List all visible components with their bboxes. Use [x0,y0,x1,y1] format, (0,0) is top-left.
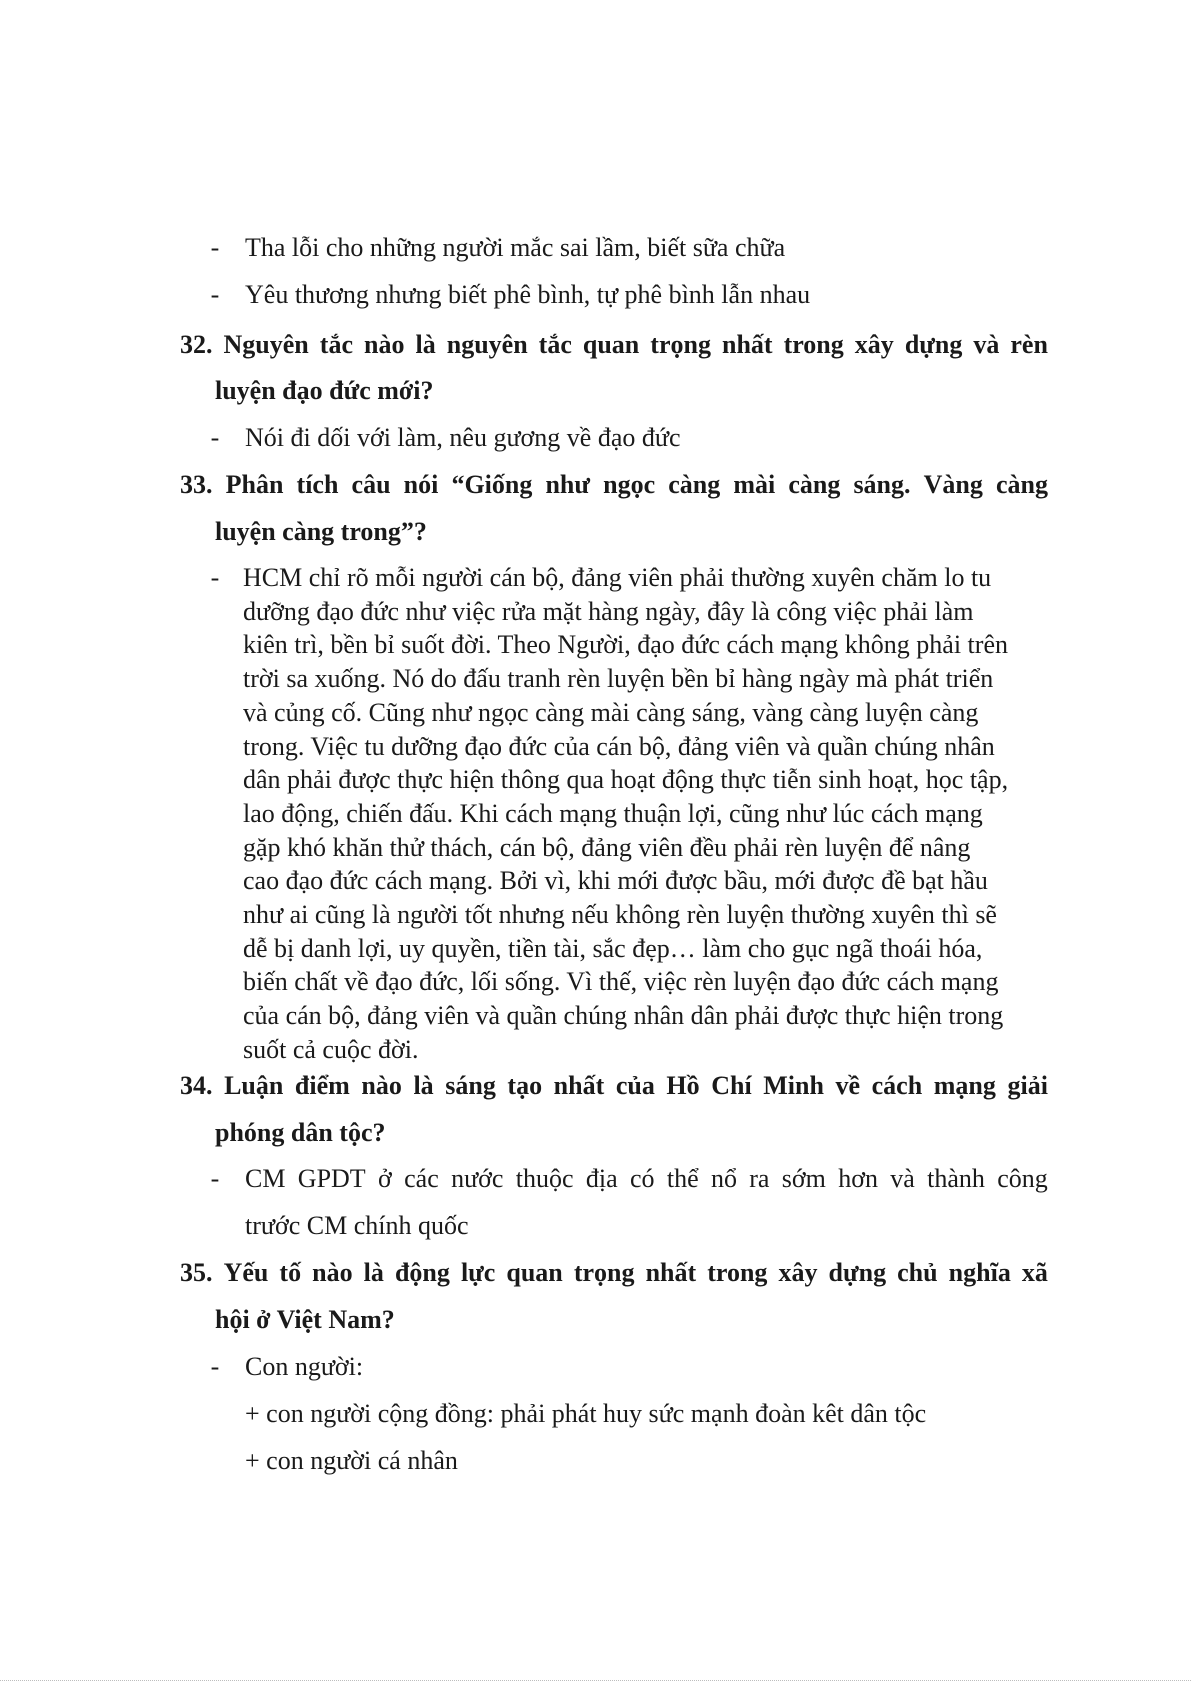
word: ra [749,1164,770,1193]
answer-line: dân phải được thực hiện thông qua hoạt động thực tiễn sinh hoạt, học tập, [243,765,1009,795]
answer-line: trời sa xuống. Nó do đấu tranh rèn luyện bền bỉ hàng ngày mà phát triển [243,664,994,694]
word: Chí [711,1071,752,1100]
question-35-heading-cont: hội ở Việt Nam? [215,1305,395,1334]
word: nào [364,330,405,359]
answer-line: biến chất về đạo đức, lối sống. Vì thế, việc rèn luyện đạo đức cách mạng [243,967,999,997]
word: nguyên [446,330,528,359]
word: xã [1021,1258,1048,1287]
word: giải [1007,1071,1048,1100]
question-34-answer [245,1164,1048,1194]
word: điểm [294,1071,350,1100]
word: tắc [538,330,572,359]
word: càng [995,470,1048,499]
word: mạng [933,1071,996,1100]
question-32-heading-cont: luyện đạo đức mới? [215,376,434,405]
word: động [394,1258,450,1287]
question-33-heading-cont: luyện càng trong”? [215,517,427,546]
pre-item-2: Yêu thương nhưng biết phê bình, tự phê bình lẫn nhau [245,280,811,309]
question-32-heading [180,330,1048,360]
word: Vàng [923,470,983,499]
word: xây [854,330,894,359]
question-33-heading [180,470,1048,500]
pre-item-1: Tha lỗi cho những người mắc sai lầm, biết sữa chữa [245,233,786,262]
word: cách [871,1071,923,1100]
answer-line: lao động, chiến đấu. Khi cách mạng thuận lợi, cũng như lúc cách mạng [243,798,983,828]
word: rèn [1010,330,1048,359]
bullet-dash: - [210,1164,220,1193]
question-35-answer: Con người: [245,1352,364,1381]
bullet-dash: - [210,563,220,592]
question-35-sub-item-1: + con người cộng đồng: phải phát huy sức mạnh đoàn kêt dân tộc [245,1399,927,1428]
word: câu [351,470,391,499]
word: tố [279,1258,302,1287]
word: sáng. [853,470,911,499]
answer-line: dưỡng đạo đức như việc rửa mặt hàng ngày, đây là công việc phải làm [243,596,974,626]
word: “Giống [451,470,533,499]
word: nổ [710,1164,737,1193]
word: thuộc [515,1164,574,1193]
word: GPDT [297,1164,366,1193]
bullet-dash: - [210,233,220,262]
answer-line: và củng cố. Cũng như ngọc càng mài càng sáng, vàng càng luyện càng [243,697,979,727]
word: thể [666,1164,699,1193]
word: tắc [319,330,353,359]
word: trọng [650,330,711,359]
page-bottom-divider [0,1680,1191,1682]
question-35-heading [180,1258,1048,1288]
word: càng [788,470,841,499]
word: dựng [904,330,963,359]
word: và [973,330,1000,359]
answer-line: gặp khó khăn thử thách, cán bộ, đảng viên đều phải rèn luyện để nâng [243,832,971,862]
word: nhất [553,1071,605,1100]
word: nhất [721,330,773,359]
bullet-dash: - [210,1352,220,1381]
word: xây [778,1258,818,1287]
word: nước [451,1164,504,1193]
word: của [615,1071,655,1100]
word: nào [312,1258,353,1287]
word: các [404,1164,439,1193]
word: thành [927,1164,985,1193]
bullet-dash: - [210,423,220,452]
word: ngọc [603,470,656,499]
answer-line: của cán bộ, đảng viên và quần chúng nhân dân phải được thực hiện trong [243,1001,1004,1031]
word: CM [245,1164,286,1193]
word: trong [783,330,844,359]
word: nghĩa [948,1258,1011,1287]
word: về [835,1071,861,1100]
word: Phân [225,470,284,499]
answer-line: như ai cũng là người tốt nhưng nếu không rèn luyện thường xuyên thì sẽ [243,900,997,930]
answer-line: suốt cả cuộc đời. [243,1034,419,1064]
answer-line: cao đạo đức cách mạng. Bởi vì, khi mới được bầu, mới được đề bạt hầu [243,866,988,896]
word: là [413,1071,434,1100]
word: tạo [507,1071,543,1100]
word: dựng [828,1258,887,1287]
answer-line: dễ bị danh lợi, uy quyền, tiền tài, sắc đẹp… làm cho gục ngã thoái hóa, [243,933,983,963]
answer-line: trong. Việc tu dưỡng đạo đức của cán bộ, đảng viên và quần chúng nhân [243,731,995,761]
question-34-answer-cont: trước CM chính quốc [245,1211,469,1240]
word: sớm [781,1164,826,1193]
word: như [545,470,590,499]
word: địa [585,1164,618,1193]
word: lực [460,1258,496,1287]
word: trọng [573,1258,635,1287]
word: Nguyên [223,330,309,359]
question-33-answer [243,561,1053,1067]
word: Hồ [666,1071,700,1100]
word: và [890,1164,915,1193]
word: nói [403,470,439,499]
word: trong [707,1258,768,1287]
question-32-answer: Nói đi dối với làm, nêu gương về đạo đức [245,423,681,452]
word: nào [361,1071,402,1100]
word: 35. [180,1258,213,1287]
word: có [629,1164,655,1193]
answer-line: kiên trì, bền bỉ suốt đời. Theo Người, đạo đức cách mạng không phải trên [243,630,1008,660]
word: càng [668,470,721,499]
word: Minh [763,1071,824,1100]
word: là [415,330,436,359]
word: sáng [445,1071,496,1100]
word: 32. [180,330,213,359]
word: quan [506,1258,563,1287]
word: Yếu [223,1258,269,1287]
answer-line: HCM chỉ rõ mỗi người cán bộ, đảng viên phải thường xuyên chăm lo tu [243,563,992,592]
word: chủ [897,1258,938,1287]
question-35-sub-item-2: + con người cá nhân [245,1446,458,1475]
word: 33. [180,470,213,499]
question-34-heading [180,1071,1048,1101]
word: là [363,1258,384,1287]
word: 34. [180,1071,213,1100]
word: công [997,1164,1048,1193]
word: tích [296,470,339,499]
word: quan [582,330,640,359]
word: hơn [838,1164,878,1193]
question-34-heading-cont: phóng dân tộc? [215,1118,386,1147]
word: mài [733,470,776,499]
word: ở [378,1164,392,1193]
word: nhất [645,1258,697,1287]
word: Luận [224,1071,284,1100]
bullet-dash: - [210,280,220,309]
